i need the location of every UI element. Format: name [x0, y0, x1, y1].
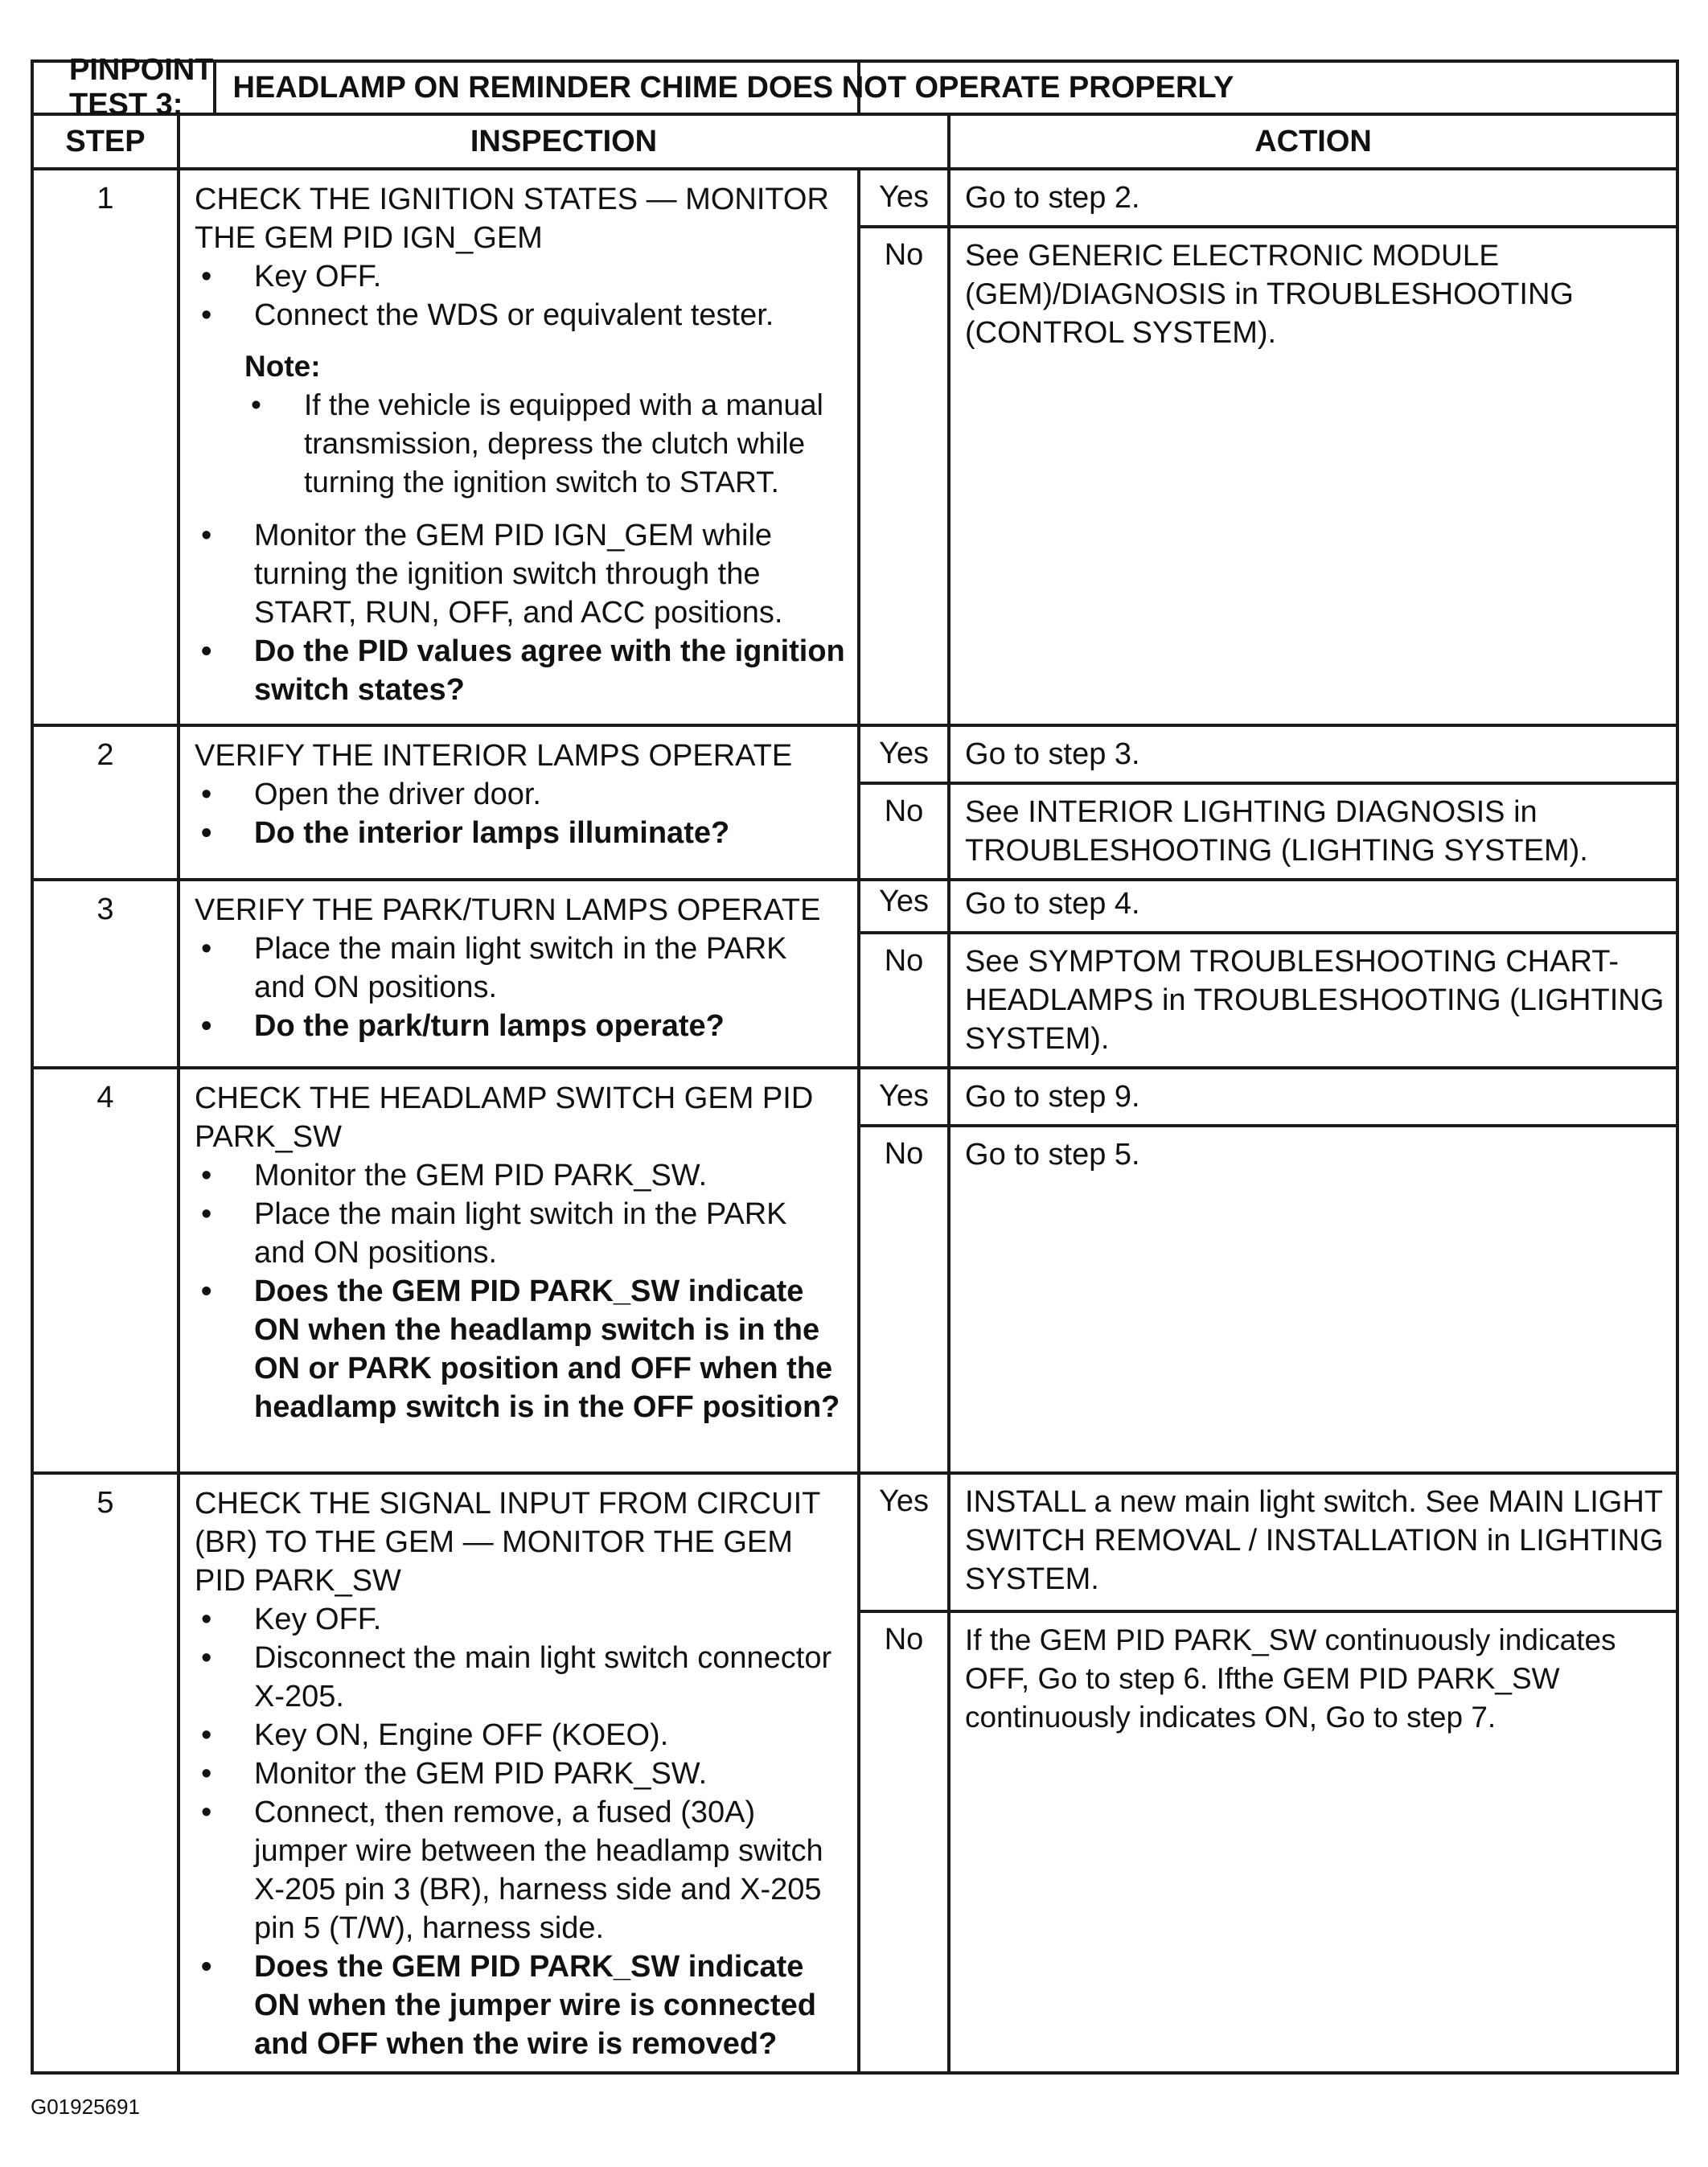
yes-label: Yes — [859, 169, 949, 227]
step-title: CHECK THE IGNITION STATES — MONITOR THE GEM PID IGN_GEM — [195, 183, 829, 255]
step-4-yes-row — [32, 1068, 1677, 1126]
reference-link[interactable]: INTERIOR LIGHTING DIAGNOSIS — [1028, 795, 1505, 829]
figure-id: G01925691 — [31, 2095, 140, 2119]
list-item: • Connect, then remove, a fused (30A) jumper wire between the headlamp switch X-205 pin 3 (BR), harness side and X-205 pin 5 (T/W), harness side. — [195, 1793, 846, 1947]
action-text: in TROUBLESHOOTING (LIGHTING SYSTEM). — [965, 983, 1665, 1056]
yes-label: Yes — [859, 725, 949, 783]
note-label: Note: — [244, 350, 321, 383]
pinpoint-test-document — [31, 53, 1676, 2075]
no-action: Go to step 5. — [949, 1126, 1677, 1473]
list-item: • Open the driver door. — [195, 775, 846, 814]
list-item: • Monitor the GEM PID PARK_SW. — [195, 1755, 846, 1793]
step-1-inspection — [179, 169, 859, 725]
list-item: • Disconnect the main light switch connector X-205. — [195, 1639, 846, 1716]
step-title: VERIFY THE INTERIOR LAMPS OPERATE — [195, 739, 793, 773]
step-number: 3 — [32, 880, 179, 1068]
test-title: HEADLAMP ON REMINDER CHIME DOES NOT OPERATE PROPERLY — [232, 70, 1234, 105]
no-label: No — [859, 1611, 949, 2073]
list-item: • Place the main light switch in the PARK and ON positions. — [195, 930, 846, 1007]
yes-action: Go to step 4. — [949, 880, 1677, 933]
yes-label: Yes — [859, 1068, 949, 1126]
test-header-cell — [32, 53, 1234, 121]
yes-action — [949, 1473, 1677, 1611]
step-number: 5 — [32, 1473, 179, 2073]
no-label: No — [859, 1126, 949, 1473]
step-4-inspection — [179, 1068, 859, 1473]
action-text: in TROUBLESHOOTING (LIGHTING SYSTEM). — [965, 795, 1588, 868]
action-text: See — [965, 795, 1020, 829]
no-label: No — [859, 783, 949, 880]
step-number: 1 — [32, 169, 179, 725]
step-2-inspection — [179, 725, 859, 880]
pinpoint-test-table — [31, 53, 1679, 2075]
step-3-yes-row — [32, 880, 1677, 933]
no-action — [949, 783, 1677, 880]
step-question: • Do the PID values agree with the ignition switch states? — [195, 632, 846, 709]
list-item: • Key OFF. — [195, 257, 846, 296]
action-text: in LIGHTING SYSTEM. — [965, 1524, 1664, 1596]
column-header-row — [32, 114, 1677, 169]
yes-action: Go to step 2. — [949, 169, 1677, 227]
test-label: PINPOINT TEST 3: — [34, 63, 216, 113]
test-header-row — [32, 61, 1677, 114]
no-action — [949, 227, 1677, 725]
step-question: • Does the GEM PID PARK_SW indicate ON when the headlamp switch is in the ON or PARK position and OFF when the headlamp switch is in the OFF position? — [195, 1272, 846, 1426]
step-1-yes-row — [32, 169, 1677, 227]
yes-action: Go to step 3. — [949, 725, 1677, 783]
step-5-yes-row — [32, 1473, 1677, 1611]
action-text: INSTALL a new main light switch. See — [965, 1485, 1480, 1519]
list-item: • If the vehicle is equipped with a manual transmission, depress the clutch while turning the ignition switch to START. — [195, 386, 846, 502]
step-title: CHECK THE HEADLAMP SWITCH GEM PID PARK_SW — [195, 1081, 814, 1154]
no-label: No — [859, 933, 949, 1068]
reference-link[interactable]: SYMPTOM TROUBLESHOOTING CHART-HEADLAMPS — [965, 945, 1619, 1017]
action-text: See — [965, 239, 1020, 273]
reference-link[interactable]: GENERIC ELECTRONIC MODULE (GEM)/DIAGNOSIS — [965, 239, 1500, 310]
step-number: 4 — [32, 1068, 179, 1473]
step-title: VERIFY THE PARK/TURN LAMPS OPERATE — [195, 893, 821, 927]
column-header-action: ACTION — [949, 114, 1677, 169]
step-2-yes-row — [32, 725, 1677, 783]
step-title: CHECK THE SIGNAL INPUT FROM CIRCUIT (BR) TO THE GEM — MONITOR THE GEM PID PARK_SW — [195, 1487, 820, 1598]
no-label: No — [859, 227, 949, 725]
action-text: in TROUBLESHOOTING (CONTROL SYSTEM). — [965, 277, 1574, 350]
step-question: • Do the park/turn lamps operate? — [195, 1007, 846, 1045]
step-number: 2 — [32, 725, 179, 880]
list-item: • Connect the WDS or equivalent tester. — [195, 296, 846, 334]
list-item: • Place the main light switch in the PARK and ON positions. — [195, 1195, 846, 1272]
yes-label: Yes — [859, 1473, 949, 1611]
list-item: • Key ON, Engine OFF (KOEO). — [195, 1716, 846, 1755]
list-item: • Monitor the GEM PID IGN_GEM while turning the ignition switch through the START, RUN, OFF, and ACC positions. — [195, 516, 846, 632]
note-block — [195, 347, 846, 502]
list-item: • Key OFF. — [195, 1600, 846, 1639]
step-3-inspection — [179, 880, 859, 1068]
step-question: • Do the interior lamps illuminate? — [195, 814, 846, 852]
action-text: See — [965, 945, 1020, 979]
no-action — [949, 933, 1677, 1068]
column-header-inspection: INSPECTION — [179, 114, 949, 169]
list-item: • Monitor the GEM PID PARK_SW. — [195, 1156, 846, 1195]
reference-link[interactable]: MAIN LIGHT SWITCH REMOVAL / INSTALLATION — [965, 1485, 1663, 1558]
column-header-step: STEP — [32, 114, 179, 169]
yes-label: Yes — [859, 880, 949, 933]
step-5-inspection — [179, 1473, 859, 2073]
step-question: • Does the GEM PID PARK_SW indicate ON when the jumper wire is connected and OFF when the wire is removed? — [195, 1947, 846, 2063]
no-action: If the GEM PID PARK_SW continuously indicates OFF, Go to step 6. Ifthe GEM PID PARK_SW continuously indicates ON, Go to step 7. — [949, 1611, 1677, 2073]
yes-action: Go to step 9. — [949, 1068, 1677, 1126]
